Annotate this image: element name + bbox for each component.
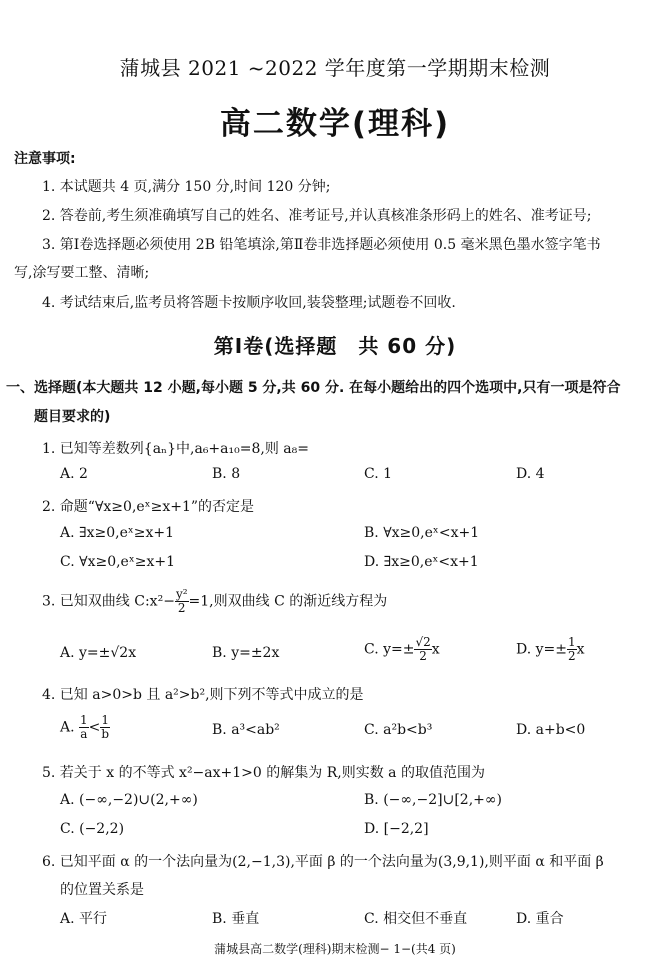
option-b: B. a³<ab² xyxy=(212,722,280,738)
option-a: A. 2 xyxy=(60,466,88,482)
option-c: C. ∀x≥0,eˣ≥x+1 xyxy=(60,554,176,570)
question-stem: 3. 已知双曲线 C:x²− $\frac{\text{y²}}{2}$ =1,则双曲线 C 的渐近线方程为 xyxy=(42,587,388,615)
option-b: B. ∀x≥0,eˣ<x+1 xyxy=(364,525,480,541)
option-d: D. y=± $\frac{1}{2}$ x xyxy=(516,635,585,663)
fraction: $\frac{1}{a}$ xyxy=(80,713,88,741)
notes-heading: 注意事项: xyxy=(14,151,76,167)
note-item: 4. 考试结束后,监考员将答题卡按顺序收回,装袋整理;试题卷不回收. xyxy=(42,295,456,311)
fraction: $\frac{1}{2}$ xyxy=(568,635,576,663)
option-b: B. (−∞,−2]∪[2,+∞) xyxy=(364,792,502,808)
fraction: $\frac{√2}{2}$ xyxy=(415,635,431,663)
fraction: $\frac{1}{b}$ xyxy=(101,713,110,741)
option-d: D. ∃x≥0,eˣ<x+1 xyxy=(364,554,479,570)
question-stem: 1. 已知等差数列{aₙ}中,a₆+a₁₀=8,则 a₈= xyxy=(42,441,309,457)
note-item: 写,涂写要工整、清晰; xyxy=(14,265,150,281)
option-b: B. 8 xyxy=(212,466,241,482)
fraction: $\frac{\text{y²}}{2}$ xyxy=(175,587,188,615)
question-stem: 6. 已知平面 α 的一个法向量为(2,−1,3),平面 β 的一个法向量为(3,9,1),则平面 α 和平面 β xyxy=(42,854,604,870)
note-item: 1. 本试题共 4 页,满分 150 分,时间 120 分钟; xyxy=(42,179,331,195)
option-a: A. ∃x≥0,eˣ≥x+1 xyxy=(60,525,175,541)
page-footer: 蒲城县高二数学(理科)期末检测− 1−(共4 页) xyxy=(214,942,456,956)
option-a: A. $\frac{1}{a}$ < $\frac{1}{b}$ xyxy=(60,713,110,741)
question-stem: 的位置关系是 xyxy=(60,882,144,898)
section-instruction: 题目要求的) xyxy=(34,409,111,425)
question-stem: 4. 已知 a>0>b 且 a²>b²,则下列不等式中成立的是 xyxy=(42,687,364,703)
note-item: 3. 第Ⅰ卷选择题必须使用 2B 铅笔填涂,第Ⅱ卷非选择题必须使用 0.5 毫米黑色墨水签字笔书 xyxy=(42,237,601,253)
option-d: D. 重合 xyxy=(516,911,564,927)
option-c: C. a²b<b³ xyxy=(364,722,433,738)
option-b: B. 垂直 xyxy=(212,911,260,927)
note-item: 2. 答卷前,考生须准确填写自己的姓名、准考证号,并认真核准条形码上的姓名、准考证号; xyxy=(42,208,592,224)
option-d: D. a+b<0 xyxy=(516,722,586,738)
option-a: A. y=±√2x xyxy=(60,645,137,661)
section-title: 第Ⅰ卷(选择题 共 60 分) xyxy=(213,334,457,358)
question-stem: 5. 若关于 x 的不等式 x²−ax+1>0 的解集为 R,则实数 a 的取值范围为 xyxy=(42,765,485,781)
exam-title: 蒲城县 2021 ~2022 学年度第一学期期末检测 xyxy=(119,56,551,80)
option-c: C. y=± $\frac{√2}{2}$ x xyxy=(364,635,440,663)
option-d: D. [−2,2] xyxy=(364,821,429,837)
option-c: C. 相交但不垂直 xyxy=(364,911,468,927)
option-a: A. (−∞,−2)∪(2,+∞) xyxy=(60,792,198,808)
option-b: B. y=±2x xyxy=(212,645,280,661)
option-c: C. 1 xyxy=(364,466,393,482)
section-instruction: 一、选择题(本大题共 12 小题,每小题 5 分,共 60 分. 在每小题给出的四个选项中,只有一项是符合 xyxy=(6,380,621,396)
question-stem: 2. 命题“∀x≥0,eˣ≥x+1”的否定是 xyxy=(42,499,255,515)
subject-title: 高二数学(理科) xyxy=(219,106,451,142)
option-a: A. 平行 xyxy=(60,911,108,927)
option-d: D. 4 xyxy=(516,466,545,482)
option-c: C. (−2,2) xyxy=(60,821,125,837)
